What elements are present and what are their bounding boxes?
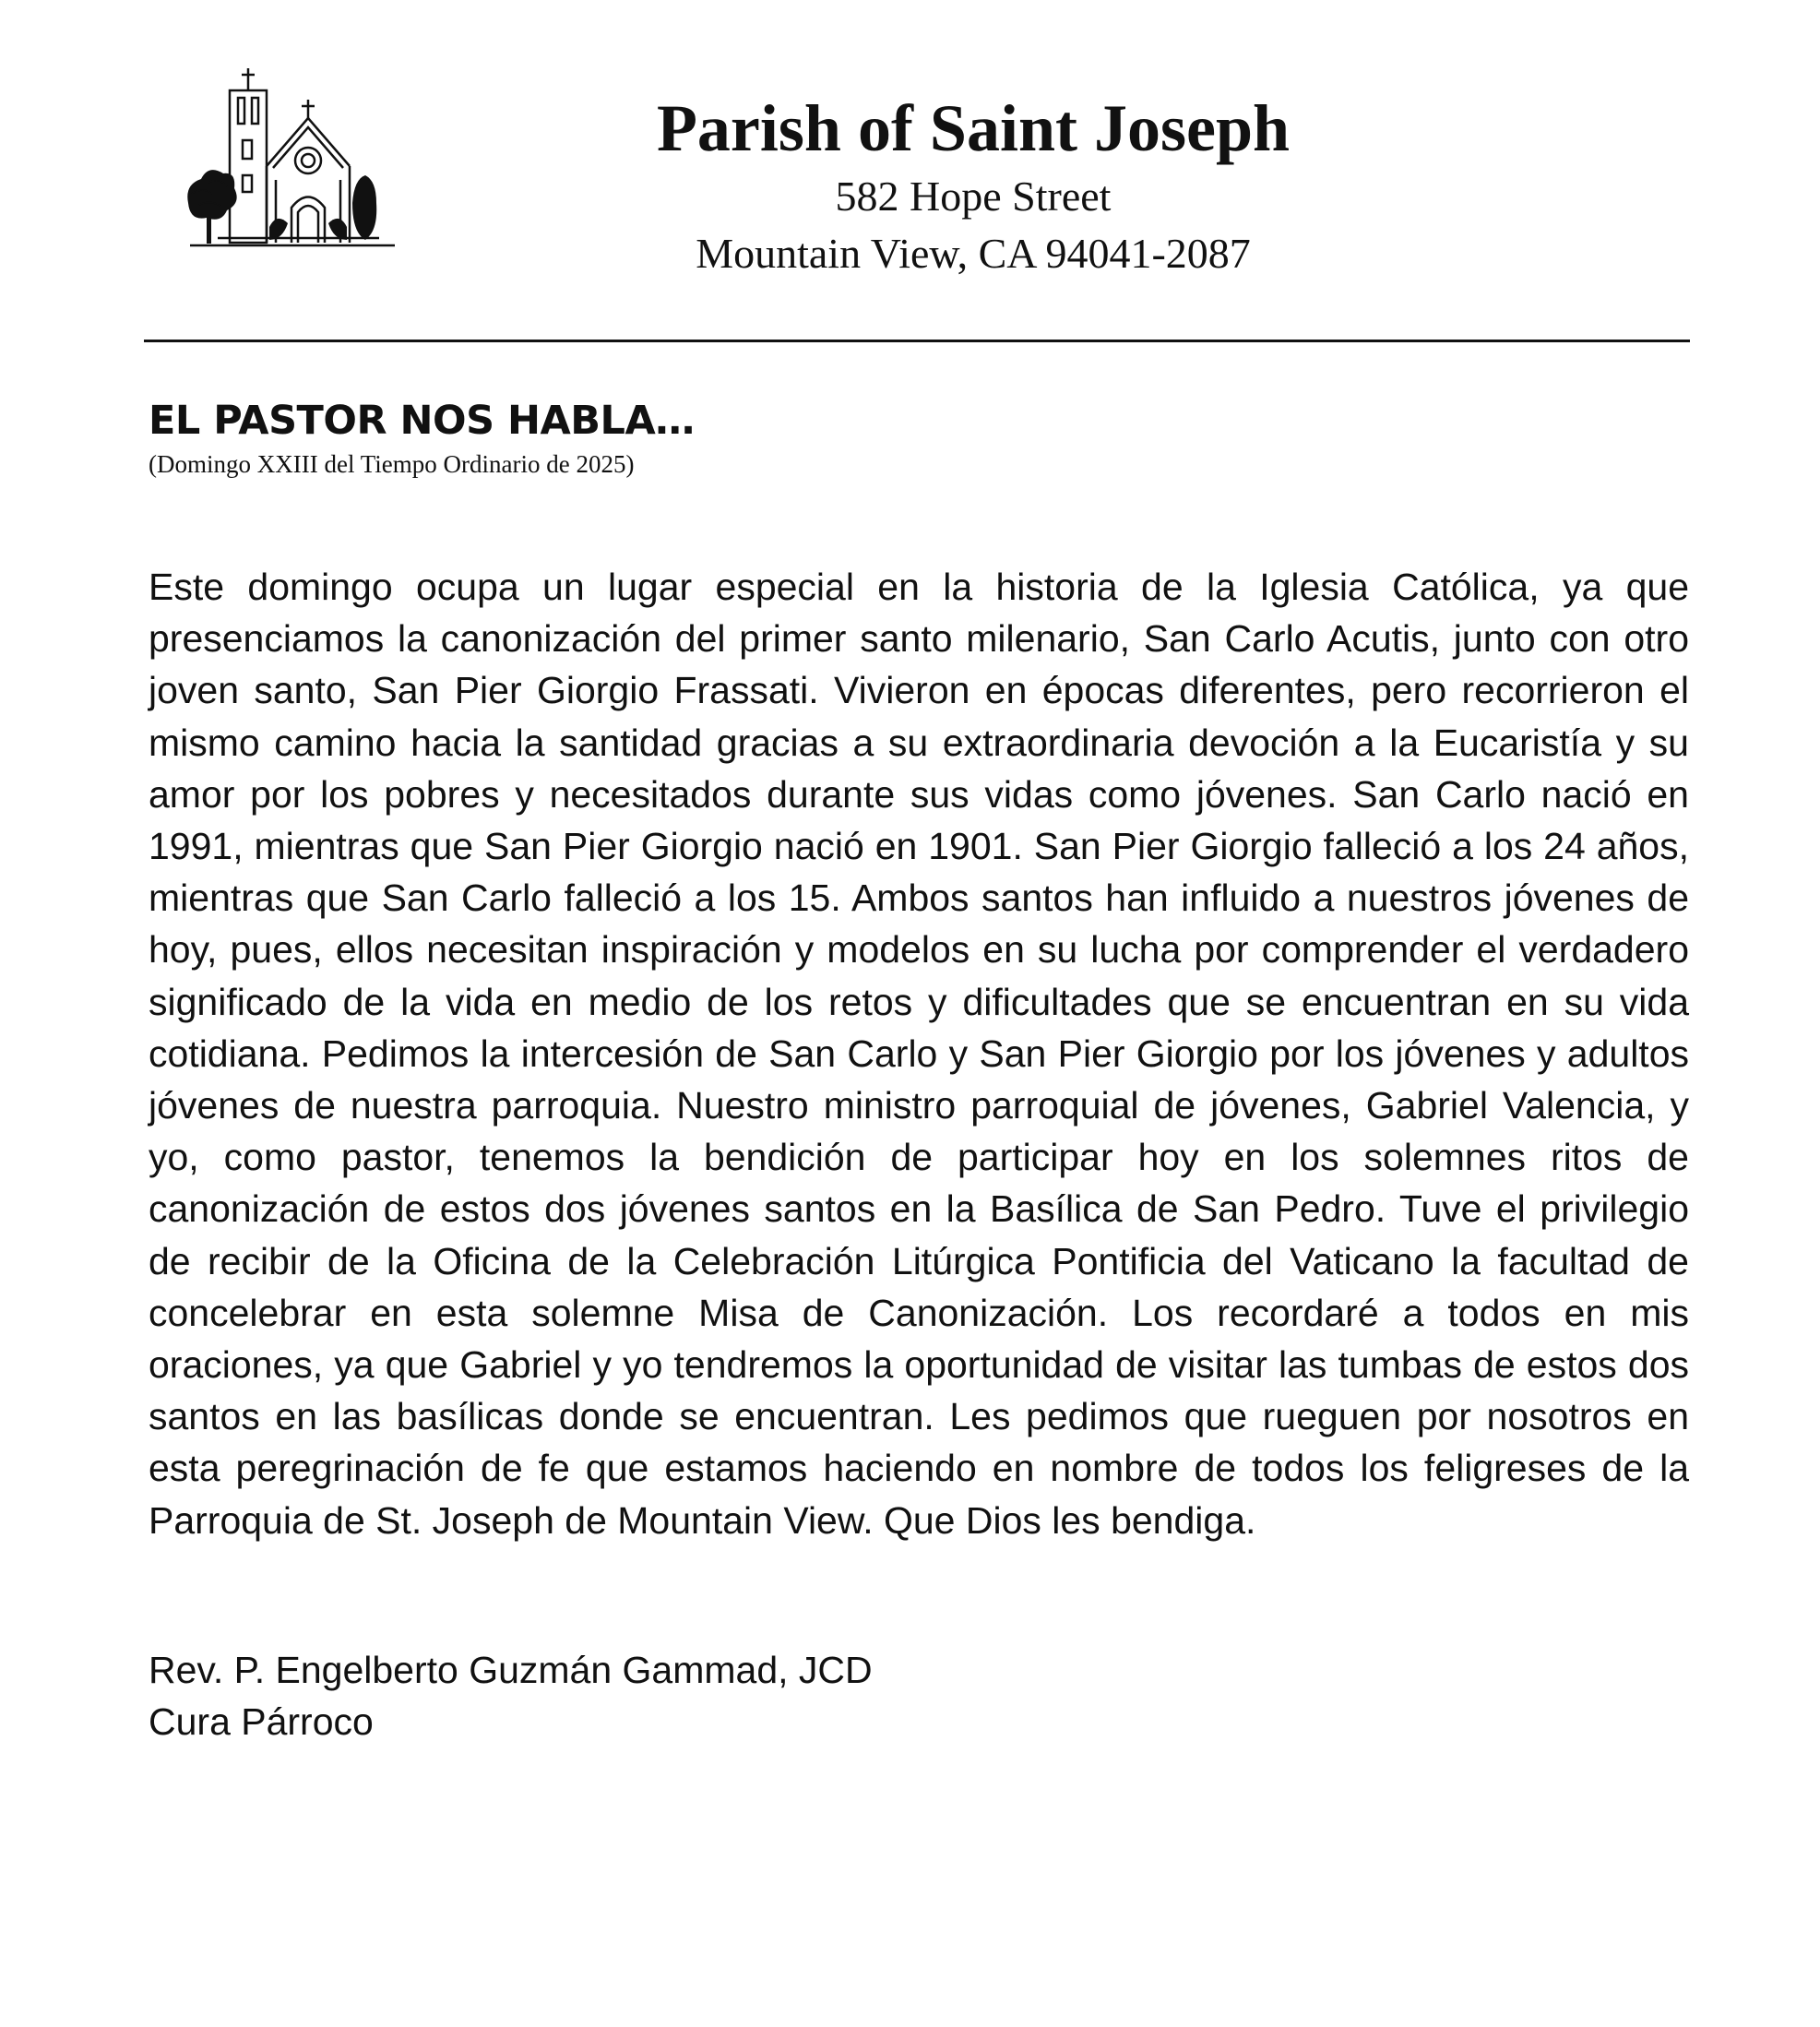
- signature-role: Cura Párroco: [149, 1700, 374, 1743]
- signature-name: Rev. P. Engelberto Guzmán Gammad, JCD: [149, 1649, 873, 1691]
- city-address: Mountain View, CA 94041-2087: [696, 230, 1251, 277]
- parish-header: [443, 89, 1504, 282]
- signature-block: [149, 1644, 873, 1747]
- street-address: 582 Hope Street: [835, 173, 1112, 220]
- header-divider: [144, 340, 1690, 342]
- section-title: EL PASTOR NOS HABLA…: [149, 398, 695, 444]
- parish-title: Parish of Saint Joseph: [656, 91, 1291, 165]
- church-illustration-icon: [181, 65, 398, 266]
- section-subtitle: (Domingo XXIII del Tiempo Ordinario de 2025): [149, 450, 635, 478]
- pastor-message-paragraph: Este domingo ocupa un lugar especial en la historia de la Iglesia Católica, ya que presenciamos la canonización del primer santo milenario, San Carlo Acutis, junto con otro joven santo, San Pier Giorgio Frassati. Vivieron en épocas diferentes, pero recorrieron el mismo camino hacia la santidad gracias a su extraordinaria devoción a la Eucaristía y su amor por los pobres y necesitados durante sus vidas como jóvenes. San Carlo nació en 1991, mientras que San Pier Giorgio nació en 1901. San Pier Giorgio falleció a los 24 años, mientras que San Carlo falleció a los 15. Ambos santos han influido a nuestros jóvenes de hoy, pues, ellos necesitan inspiración y modelos en su lucha por comprender el verdadero significado de la vida en medio de los retos y dificultades que se encuentran en su vida cotidiana. Pedimos la intercesión de San Carlo y San Pier Giorgio por los jóvenes y adultos jóvenes de nuestra parroquia. Nuestro ministro parroquial de jóvenes, Gabriel Valencia, y yo, como pastor, tenemos la bendición de participar hoy en los solemnes ritos de canonización de estos dos jóvenes santos en la Basílica de San Pedro. Tuve el privilegio de recibir de la Oficina de la Celebración Litúrgica Pontificia del Vaticano la facultad de concelebrar en esta solemne Misa de Canonización. Los recordaré a todos en mis oraciones, ya que Gabriel y yo tendremos la oportunidad de visitar las tumbas de estos dos santos en las basílicas donde se encuentran. Les pedimos que rueguen por nosotros en esta peregrinación de fe que estamos haciendo en nombre de todos los feligreses de la Parroquia de St. Joseph de Mountain View. Que Dios les bendiga.: [149, 566, 1689, 1542]
